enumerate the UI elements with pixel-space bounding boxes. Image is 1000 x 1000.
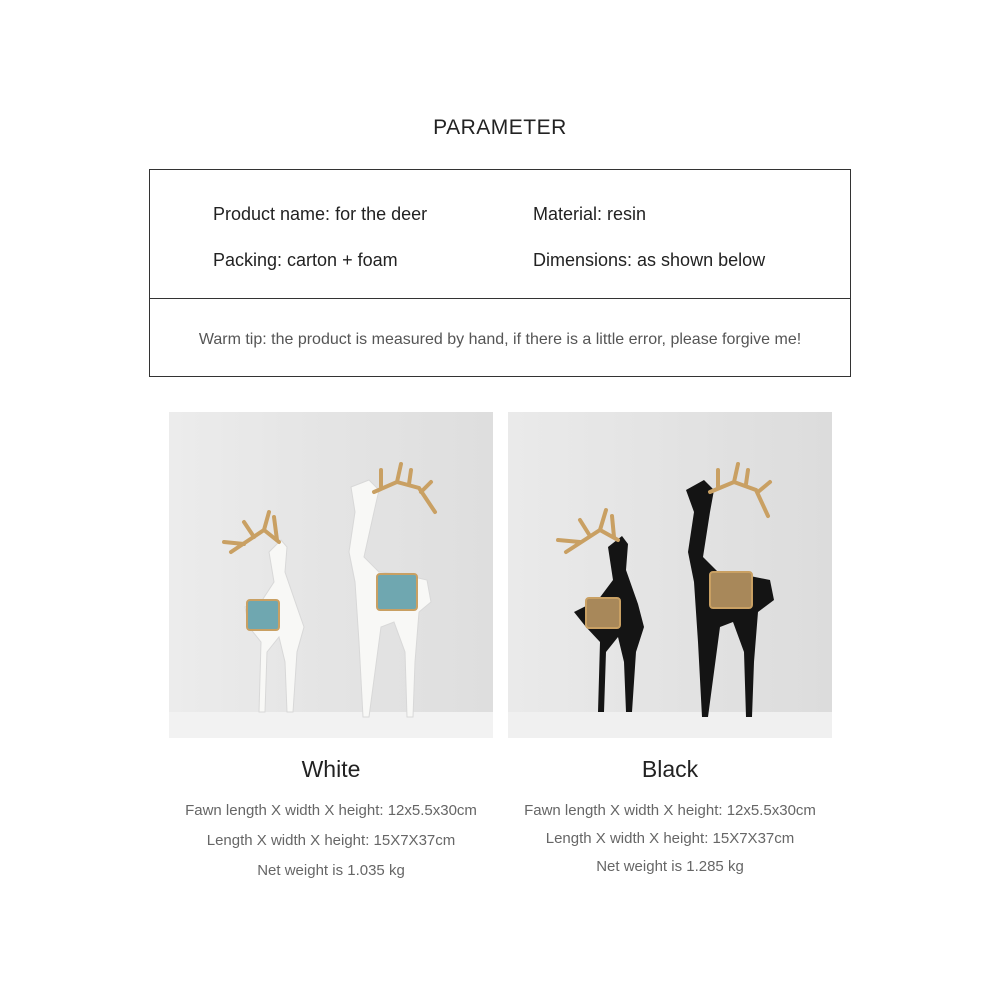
packing-spec: Packing: carton + foam xyxy=(213,250,398,270)
black-net-weight: Net weight is 1.285 kg xyxy=(596,858,744,875)
white-deer-photo xyxy=(169,412,493,738)
material-spec: Material: resin xyxy=(533,204,647,224)
page-title: PARAMETER xyxy=(433,116,567,139)
black-fawn-dimensions: Fawn length X width X height: 12x5.5x30cm xyxy=(524,802,816,819)
product-name-spec: Product name: for the deer xyxy=(213,204,428,224)
variant-name-white: White xyxy=(301,756,361,782)
variant-name-black: Black xyxy=(641,756,699,782)
white-dimensions: Length X width X height: 15X7X37cm xyxy=(206,832,456,849)
white-net-weight: Net weight is 1.035 kg xyxy=(257,862,405,879)
white-fawn-dimensions: Fawn length X width X height: 12x5.5x30cm xyxy=(185,802,477,819)
parameter-table xyxy=(149,169,851,377)
black-dimensions: Length X width X height: 15X7X37cm xyxy=(545,830,795,847)
warm-tip: Warm tip: the product is measured by hand, if there is a little error, please forgive me! xyxy=(198,331,802,348)
dimensions-spec: Dimensions: as shown below xyxy=(533,250,766,270)
black-deer-photo xyxy=(508,412,832,738)
table-divider xyxy=(150,298,850,299)
